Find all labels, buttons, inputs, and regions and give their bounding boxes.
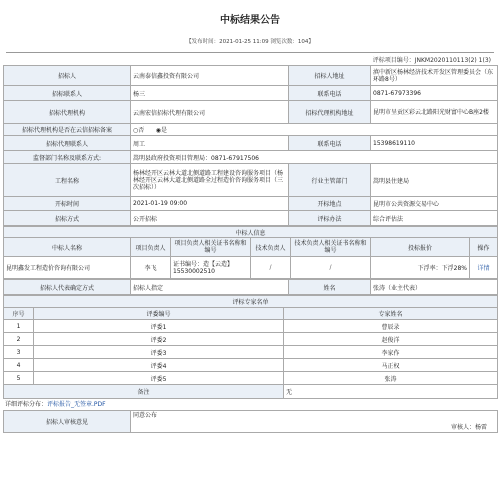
expert-no: 5: [4, 372, 34, 385]
expert-name: 曹辰录: [284, 320, 498, 333]
attachment-link[interactable]: 评标报告_无签章.PDF: [47, 401, 106, 408]
reviewer-name: 杨雷: [474, 424, 487, 431]
expert-code: 评委1: [34, 320, 284, 333]
agent-address-value: 昆明市呈贡区彩云北路阳光财富中心B座2楼: [371, 101, 498, 124]
reviewer-label: 审核人：: [450, 424, 475, 431]
expert-code: 评委2: [34, 333, 284, 346]
col-code: 评委编号: [34, 308, 284, 320]
publish-meta: 【发布时间：2021-01-25 11:09 浏览次数：104】: [186, 39, 314, 45]
expert-name: 张涛: [284, 372, 498, 385]
rep-name-value: 张涛（业主代表）: [371, 280, 498, 295]
divider: [6, 52, 494, 53]
col-manager-cert: 项目负责人相关证书名称和编号: [171, 238, 251, 257]
radio-yes[interactable]: ◉: [155, 127, 161, 134]
rep-name-label: 姓名: [289, 280, 371, 295]
industry-value: 嵩明县住建局: [371, 164, 498, 197]
col-winner-name: 中标人名称: [4, 238, 131, 257]
bidder-phone-value: 0871-67973396: [371, 86, 498, 101]
agent-value: 云南宏信招标代理有限公司: [131, 101, 289, 124]
agent-person-label: 招标代理联系人: [4, 136, 131, 151]
review-label: 招标人审核意见: [4, 411, 131, 433]
open-place-label: 开标地点: [289, 197, 371, 211]
winner-price: 下浮率：下浮28%: [371, 257, 470, 279]
col-expert-name: 专家姓名: [284, 308, 498, 320]
col-tech: 技术负责人: [251, 238, 291, 257]
expert-no: 4: [4, 359, 34, 372]
rep-method-value: 招标人指定: [131, 280, 289, 295]
table-row: [4, 359, 498, 372]
winner-tech: /: [251, 257, 291, 279]
expert-no: 1: [4, 320, 34, 333]
agent-person-value: 周工: [131, 136, 289, 151]
agent-address-label: 招标代理机构地址: [289, 101, 371, 124]
page-title: 中标结果公告: [220, 15, 280, 26]
method-label: 招标方式: [4, 211, 131, 226]
winner-section-title: 中标人信息: [4, 227, 498, 238]
experts-table: [3, 295, 498, 399]
rep-table: [3, 279, 498, 295]
open-time-value: 2021-01-19 09:00: [131, 197, 289, 211]
winner-cert: 证书编号：造【云造】 15530002510: [171, 257, 251, 279]
winner-manager: 李飞: [131, 257, 171, 279]
project-value: 杨林经开区云林大道北侧道路工程建设咨询服务项目（杨林经开区云林大道北侧道路全过程造价咨询服务项目（三次招标））: [131, 164, 289, 197]
col-tech-cert: 技术负责人相关证书名称和编号: [291, 238, 371, 257]
reviewer-row: [451, 422, 487, 431]
winner-tech-cert: /: [291, 257, 371, 279]
expert-code: 评委3: [34, 346, 284, 359]
supervisor-label: 监督部门名称及联系方式:: [4, 151, 131, 164]
supervisor-value: 嵩明县政府投资项目管理局：0871-67917506: [131, 151, 498, 164]
bidder-contact-label: 招标联系人: [4, 86, 131, 101]
attachment-label: 详细评标分布：: [5, 401, 48, 408]
bid-info-table: [3, 65, 498, 226]
method-value: 公开招标: [131, 211, 289, 226]
expert-code: 评委5: [34, 372, 284, 385]
bidder-value: 云南泰信鑫投资有限公司: [131, 66, 289, 86]
review-cell: [131, 411, 498, 433]
bidder-contact-value: 杨三: [131, 86, 289, 101]
expert-name: 马正权: [284, 359, 498, 372]
radio-no[interactable]: ○: [133, 127, 139, 134]
col-manager: 项目负责人: [131, 238, 171, 257]
registration-options: [131, 124, 498, 136]
eval-value: 综合评估法: [371, 211, 498, 226]
table-row: [4, 346, 498, 359]
serial-number: 评标项目编号：JNKM2020110113(2) 1(3): [372, 57, 491, 64]
radio-no-label: 否: [138, 127, 145, 134]
open-time-label: 开标时间: [4, 197, 131, 211]
table-row: [4, 320, 498, 333]
bidder-address-label: 招标人地址: [289, 66, 371, 86]
col-price: 投标报价: [371, 238, 470, 257]
bidder-label: 招标人: [4, 66, 131, 86]
agent-label: 招标代理机构: [4, 101, 131, 124]
review-table: [3, 410, 498, 433]
col-action: 操作: [470, 238, 498, 257]
bidder-phone-label: 联系电话: [289, 86, 371, 101]
winner-name: 昆明鑫发工程造价咨询有限公司: [4, 257, 131, 279]
table-row: [4, 372, 498, 385]
expert-no: 3: [4, 346, 34, 359]
agent-phone-value: 15398619110: [371, 136, 498, 151]
expert-no: 2: [4, 333, 34, 346]
radio-yes-label: 是: [160, 127, 167, 134]
open-place-value: 昆明市公共资源交易中心: [371, 197, 498, 211]
project-label: 工程名称: [4, 164, 131, 197]
eval-label: 评标办法: [289, 211, 371, 226]
registration-label: 招标代理机构是否在云信招标备案: [4, 124, 131, 136]
col-no: 序号: [4, 308, 34, 320]
bidder-address-value: 滇中新区杨林经济技术开发区管理委员会（东环路8号）: [371, 66, 498, 86]
remark-label: 备注: [4, 385, 284, 399]
industry-label: 行业主管部门: [289, 164, 371, 197]
agent-phone-label: 联系电话: [289, 136, 371, 151]
expert-name: 赵俊洋: [284, 333, 498, 346]
experts-section-title: 评标专家名单: [4, 296, 498, 308]
table-row: [4, 333, 498, 346]
winner-detail-link[interactable]: 详情: [470, 257, 498, 279]
attachment-row: [3, 399, 497, 410]
remark-value: 无: [284, 385, 498, 399]
expert-code: 评委4: [34, 359, 284, 372]
rep-method-label: 招标人代表确定方式: [4, 280, 131, 295]
winner-table: [3, 226, 498, 279]
review-value: 同意公布: [133, 412, 158, 419]
expert-name: 李家作: [284, 346, 498, 359]
